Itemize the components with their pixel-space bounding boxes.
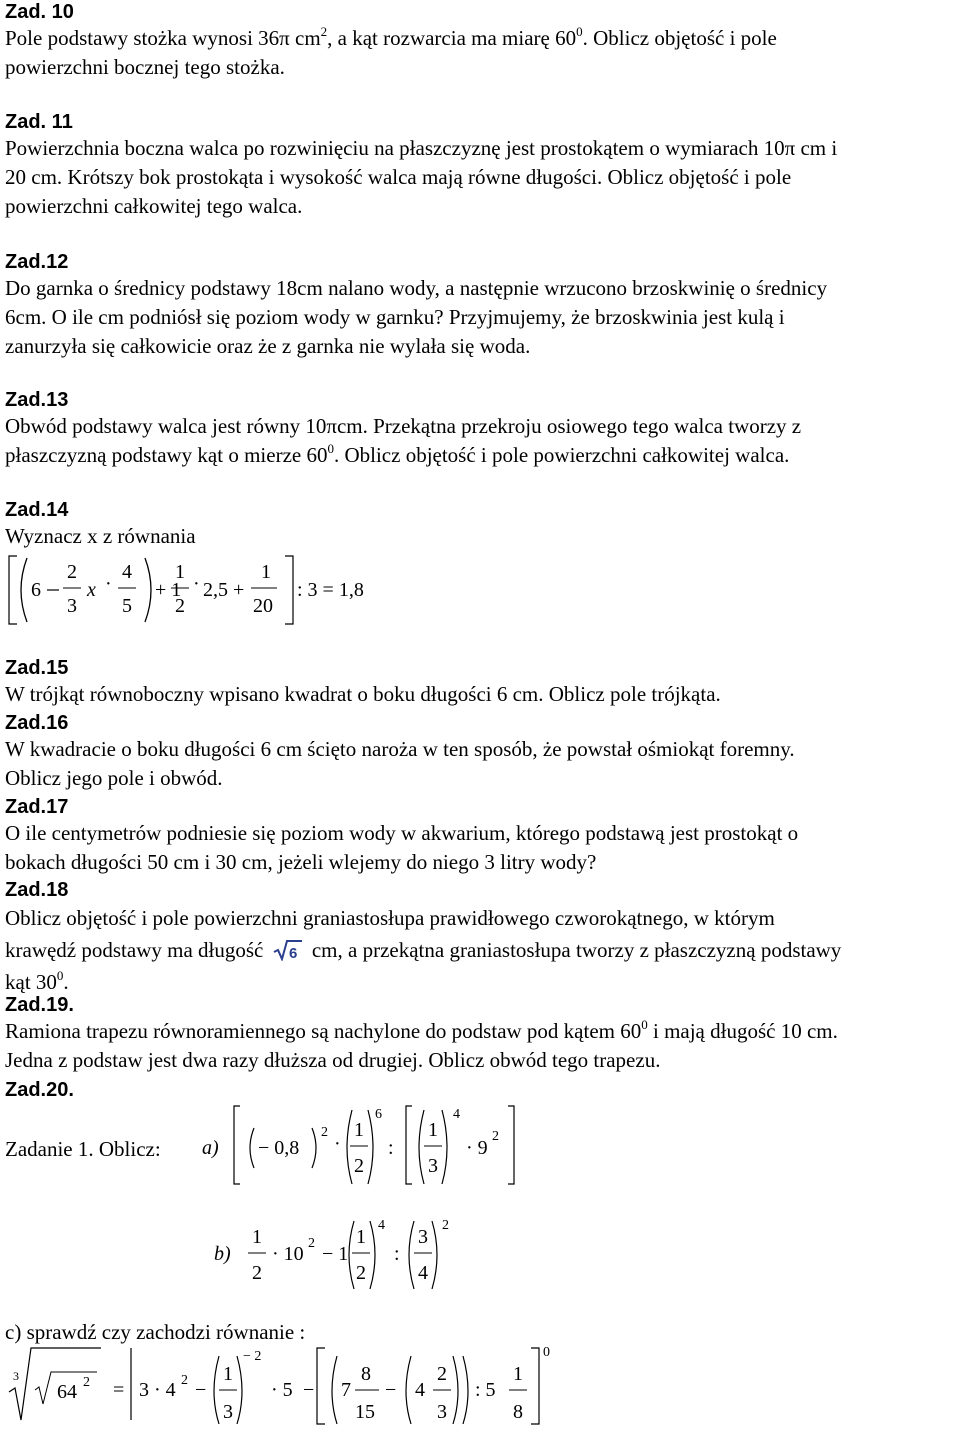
task-20-label: Zadanie 1. Oblicz: [5, 1137, 161, 1161]
equation-14-svg [5, 552, 385, 630]
task-19-title: Zad.19. [5, 994, 74, 1016]
svg-text:−: − [385, 1379, 397, 1401]
task-19-text: Ramiona trapezu równoramiennego są nachylone do podstaw pod kątem $60^0$ i mają długość 10 cm. Jedna z podstaw jest dwa razy dłuższa od drugiej. Oblicz obwód tego trapezu. [5, 1017, 838, 1072]
svg-text:−: − [303, 1379, 315, 1401]
svg-text:4: 4 [415, 1379, 425, 1401]
svg-text:3: 3 [428, 1155, 438, 1177]
task-20-a-expression [200, 1100, 530, 1190]
task-16-title: Zad.16 [5, 712, 69, 734]
task-12-text: Do garnka o średnicy podstawy 18cm nalano wody, a następnie wrzucono brzoskwinię o średnicy 6cm. O ile cm podniósł się poziom wody w garnku? Przyjmujemy, że brzoskwinia jest kulą i zanurzyła się całkowicie oraz że z garnka nie wylała się woda. [5, 276, 828, 358]
svg-text:· 10: · 10 [272, 1243, 304, 1265]
svg-text:8: 8 [513, 1401, 523, 1423]
svg-text:0: 0 [543, 1345, 550, 1360]
svg-text:7: 7 [341, 1379, 351, 1401]
task-20-c-expression [5, 1340, 560, 1425]
task-14-title: Zad.14 [5, 499, 69, 521]
svg-text:− 2: − 2 [243, 1349, 262, 1364]
svg-text:1: 1 [175, 561, 185, 583]
svg-text:· 9: · 9 [466, 1137, 488, 1159]
svg-text:2: 2 [356, 1262, 366, 1284]
task-10-text: Pole podstawy stożka wynosi 36π $cm^2$, a kąt rozwarcia ma miarę $60^0$. Oblicz objętość i pole powierzchni bocznej tego stożka. [5, 24, 777, 79]
svg-text:20: 20 [253, 595, 273, 617]
svg-text:a): a) [202, 1137, 219, 1159]
svg-text:− 1: − 1 [322, 1243, 349, 1265]
task-11-title: Zad. 11 [5, 111, 73, 133]
svg-text:b): b) [214, 1243, 231, 1265]
svg-text:8: 8 [361, 1363, 371, 1385]
svg-text:15: 15 [355, 1401, 375, 1423]
task-18-title: Zad.18 [5, 879, 69, 901]
svg-text:2: 2 [321, 1125, 328, 1140]
task-13-title: Zad.13 [5, 389, 69, 411]
svg-text:: 3 = 1,8: : 3 = 1,8 [297, 579, 364, 601]
expression-b-svg [212, 1215, 472, 1295]
svg-text:− 0,8: − 0,8 [258, 1137, 300, 1159]
svg-text:1: 1 [223, 1363, 233, 1385]
task-20-c-text: c) sprawdź czy zachodzi równanie : [5, 1320, 306, 1344]
svg-text:· 5: · 5 [271, 1379, 293, 1401]
expression-a-svg [200, 1100, 530, 1190]
task-17-text: O ile centymetrów podniesie się poziom wody w akwarium, którego podstawą jest prostokąt o bokach długości 50 cm i 30 cm, jeżeli wlejemy do niego 3 litry wody? [5, 821, 799, 874]
task-15-text: W trójkąt równoboczny wpisano kwadrat o boku długości 6 cm. Oblicz pole trójkąta. [5, 682, 721, 706]
svg-text:6: 6 [375, 1107, 382, 1122]
svg-text:1: 1 [428, 1119, 438, 1141]
task-14-text: Wyznacz x z równania [5, 524, 196, 548]
svg-text:2: 2 [492, 1129, 499, 1144]
svg-text:·: · [334, 1133, 341, 1155]
svg-text:1: 1 [356, 1226, 366, 1248]
task-18-text: Oblicz objętość i pole powierzchni graniastosłupa prawidłowego czworokątnego, w którym krawędź podstawy ma długość 6 cm, a przekątna graniastosłupa tworzy z płaszczyzną podstawy kąt $30^0$. [5, 906, 842, 994]
task-12-title: Zad.12 [5, 251, 69, 273]
svg-text:·: · [193, 573, 200, 595]
svg-text:2,5 +: 2,5 + [203, 579, 245, 601]
task-17-title: Zad.17 [5, 796, 69, 818]
svg-text:: 5: : 5 [475, 1379, 496, 1401]
svg-text:2: 2 [437, 1363, 447, 1385]
svg-text:+ 1: + 1 [155, 579, 182, 601]
sqrt-6-image [273, 939, 303, 961]
svg-text:5: 5 [122, 595, 132, 617]
svg-text:6: 6 [288, 945, 297, 961]
svg-text:2: 2 [175, 595, 185, 617]
expression-c-svg [5, 1340, 560, 1425]
svg-text:=: = [113, 1379, 125, 1401]
task-10-title: Zad. 10 [5, 1, 74, 23]
svg-text:3: 3 [437, 1401, 447, 1423]
svg-text:3: 3 [67, 595, 77, 617]
task-15-title: Zad.15 [5, 657, 69, 679]
svg-text:2: 2 [181, 1373, 188, 1388]
task-16-text: W kwadracie o boku długości 6 cm ścięto naroża w ten sposób, że powstał ośmiokąt foremny. Oblicz jego pole i obwód. [5, 737, 795, 790]
task-20-title: Zad.20. [5, 1079, 74, 1101]
svg-text:1: 1 [252, 1226, 262, 1248]
svg-text:4: 4 [453, 1107, 460, 1122]
svg-text:−: − [195, 1379, 207, 1401]
svg-text:2: 2 [67, 561, 77, 583]
svg-text:3: 3 [223, 1401, 233, 1423]
svg-text::: : [388, 1137, 394, 1159]
svg-text:2: 2 [83, 1375, 90, 1390]
svg-text:3: 3 [13, 1369, 19, 1383]
task-11-text: Powierzchnia boczna walca po rozwinięciu na płaszczyznę jest prostokątem o wymiarach 10π cm i 20 cm. Krótszy bok prostokąta i wysokość walca mają równe długości. Oblicz objętość i pole powierzchni całkowitej tego walca. [5, 136, 838, 218]
svg-text:3 · 4: 3 · 4 [139, 1379, 176, 1401]
svg-text:4: 4 [378, 1218, 385, 1233]
svg-text:6: 6 [31, 579, 41, 601]
svg-text:1: 1 [261, 561, 271, 583]
svg-text:·: · [105, 573, 112, 595]
svg-text::: : [394, 1243, 400, 1265]
svg-text:x: x [87, 579, 96, 601]
svg-text:64: 64 [57, 1381, 77, 1403]
svg-text:1: 1 [513, 1363, 523, 1385]
svg-text:2: 2 [252, 1262, 262, 1284]
svg-text:4: 4 [418, 1262, 428, 1284]
svg-text:4: 4 [122, 561, 132, 583]
svg-text:2: 2 [354, 1155, 364, 1177]
svg-text:3: 3 [418, 1226, 428, 1248]
svg-text:2: 2 [308, 1236, 315, 1251]
svg-text:1: 1 [354, 1119, 364, 1141]
task-13-text: Obwód podstawy walca jest równy 10πcm. Przekątna przekroju osiowego tego walca tworzy z płaszczyzną podstawy kąt o mierze $60^0$. Oblicz objętość i pole powierzchni całkowitej walca. [5, 414, 802, 467]
svg-text:2: 2 [442, 1218, 449, 1233]
task-14-equation [5, 552, 385, 630]
task-20-b-expression [212, 1215, 472, 1295]
